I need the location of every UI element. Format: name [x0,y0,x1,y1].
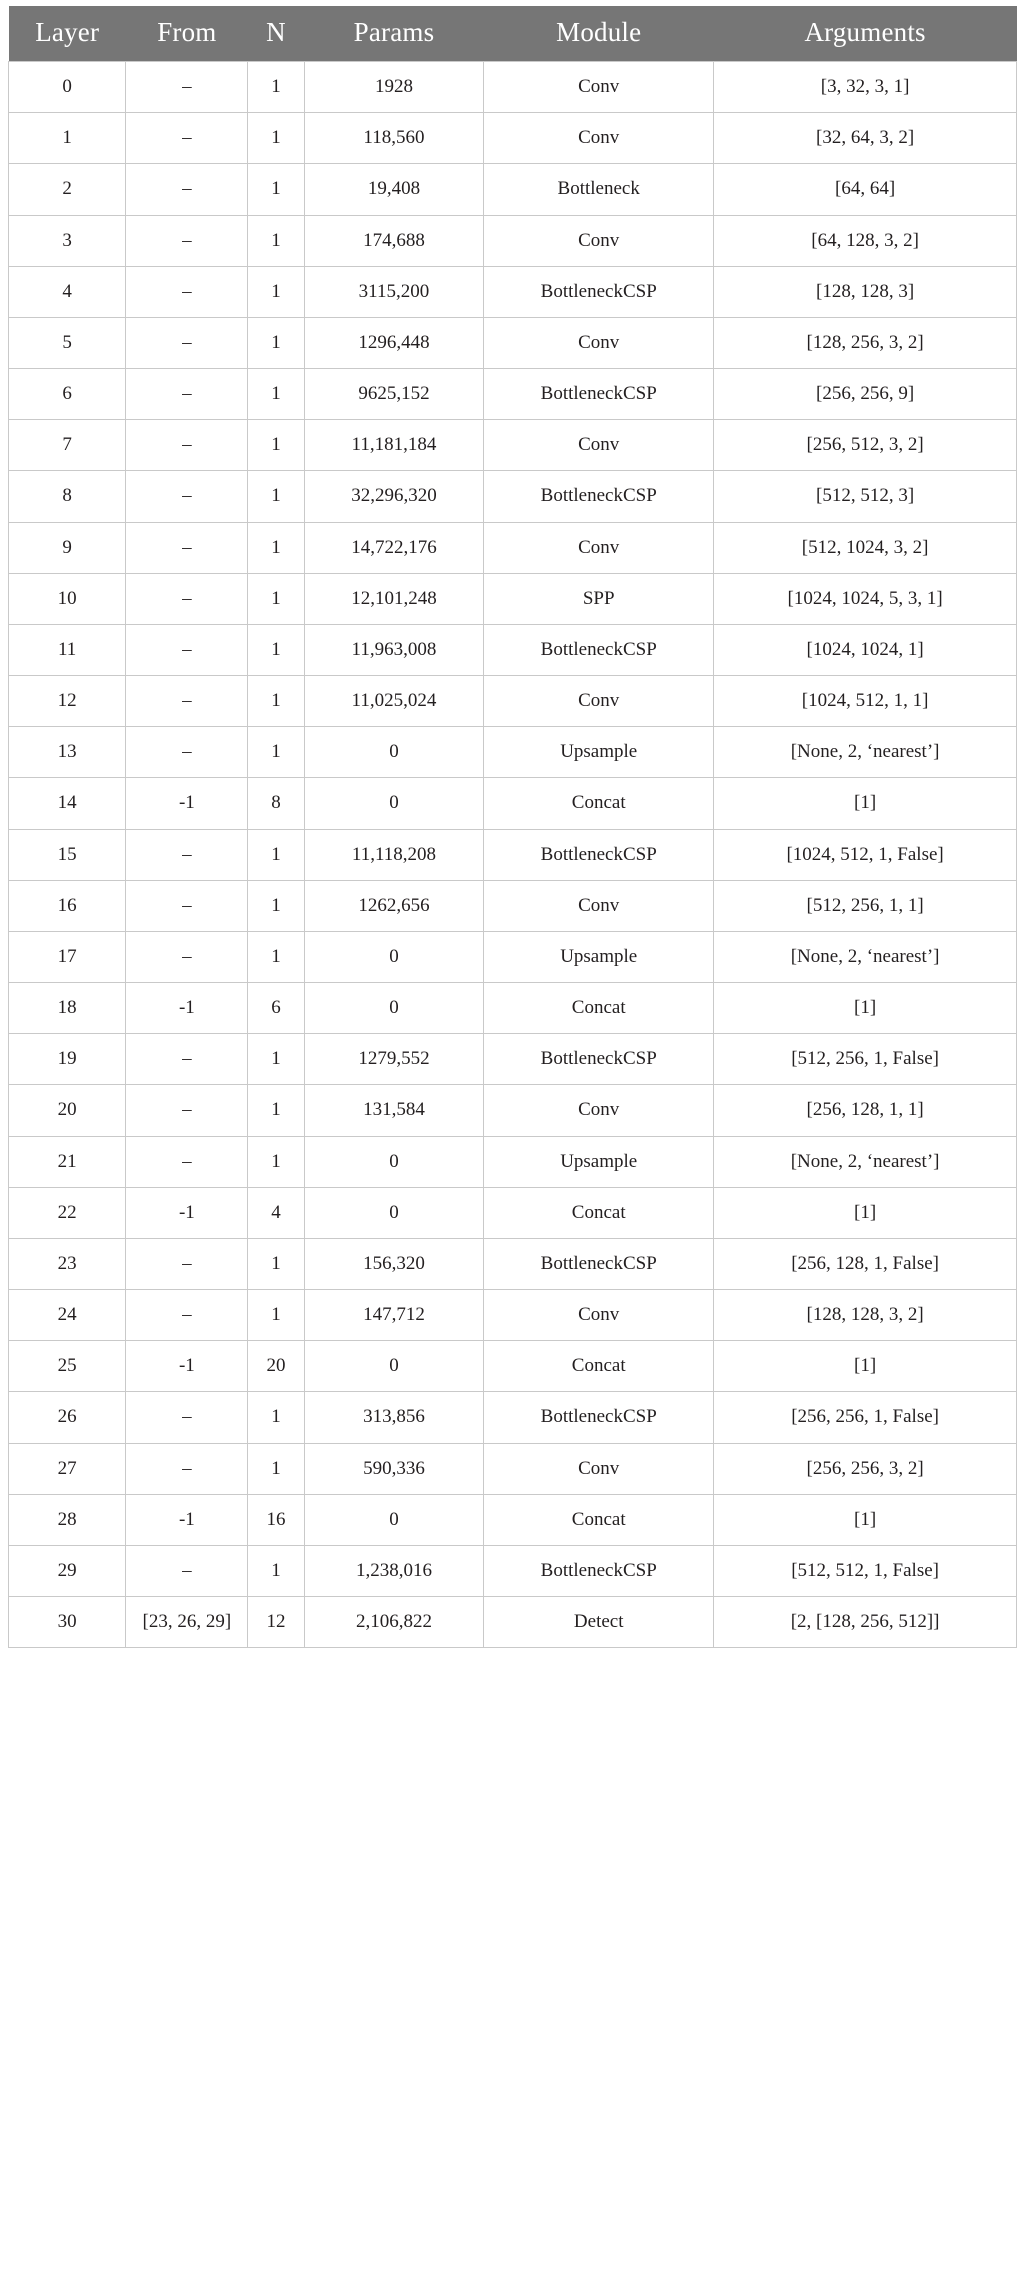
cell-n: 1 [248,1290,304,1341]
cell-arguments: [512, 1024, 3, 2] [714,522,1017,573]
cell-from: – [126,931,248,982]
cell-from: – [126,266,248,317]
table-row [9,624,1017,675]
table-row [9,471,1017,522]
cell-from: – [126,164,248,215]
cell-from: – [126,1290,248,1341]
cell-module: BottleneckCSP [484,1545,714,1596]
cell-n: 1 [248,931,304,982]
cell-layer: 16 [9,880,126,931]
cell-module: BottleneckCSP [484,1238,714,1289]
table-row [9,829,1017,880]
cell-arguments: [256, 512, 3, 2] [714,420,1017,471]
cell-from: – [126,369,248,420]
cell-params: 9625,152 [304,369,484,420]
cell-module: BottleneckCSP [484,369,714,420]
cell-from: – [126,676,248,727]
cell-from: – [126,1136,248,1187]
table-row [9,1341,1017,1392]
cell-params: 32,296,320 [304,471,484,522]
cell-from: – [126,1392,248,1443]
cell-params: 2,106,822 [304,1597,484,1648]
cell-arguments: [1] [714,1341,1017,1392]
cell-module: Conv [484,62,714,113]
cell-from: – [126,573,248,624]
table-row [9,1392,1017,1443]
cell-arguments: [1] [714,1494,1017,1545]
cell-params: 0 [304,1494,484,1545]
cell-layer: 30 [9,1597,126,1648]
cell-from: – [126,829,248,880]
table-row [9,62,1017,113]
cell-params: 3115,200 [304,266,484,317]
cell-from: [23, 26, 29] [126,1597,248,1648]
cell-module: Conv [484,880,714,931]
cell-module: Detect [484,1597,714,1648]
cell-params: 0 [304,778,484,829]
cell-module: Bottleneck [484,164,714,215]
cell-n: 1 [248,573,304,624]
cell-params: 131,584 [304,1085,484,1136]
cell-n: 1 [248,624,304,675]
cell-arguments: [256, 256, 3, 2] [714,1443,1017,1494]
cell-module: Upsample [484,727,714,778]
cell-arguments: [256, 256, 1, False] [714,1392,1017,1443]
cell-layer: 20 [9,1085,126,1136]
cell-arguments: [1] [714,1187,1017,1238]
cell-arguments: [2, [128, 256, 512]] [714,1597,1017,1648]
table-row [9,1545,1017,1596]
cell-n: 12 [248,1597,304,1648]
table-row [9,1238,1017,1289]
table-body [9,62,1017,1648]
cell-params: 11,181,184 [304,420,484,471]
table-header [9,6,1017,62]
cell-n: 20 [248,1341,304,1392]
cell-layer: 12 [9,676,126,727]
cell-module: Concat [484,983,714,1034]
table-row [9,676,1017,727]
cell-n: 1 [248,317,304,368]
cell-module: Conv [484,420,714,471]
cell-layer: 6 [9,369,126,420]
cell-n: 1 [248,1136,304,1187]
cell-module: Conv [484,1443,714,1494]
cell-n: 1 [248,113,304,164]
table-row [9,522,1017,573]
cell-params: 1262,656 [304,880,484,931]
cell-n: 1 [248,1392,304,1443]
cell-n: 1 [248,62,304,113]
cell-from: – [126,62,248,113]
column-header-module: Module [484,6,714,62]
cell-from: – [126,1238,248,1289]
cell-module: BottleneckCSP [484,624,714,675]
cell-from: -1 [126,1341,248,1392]
model-architecture-table [8,6,1017,1648]
cell-from: – [126,215,248,266]
cell-n: 1 [248,369,304,420]
table-row [9,727,1017,778]
cell-params: 0 [304,983,484,1034]
cell-params: 0 [304,931,484,982]
cell-from: – [126,420,248,471]
cell-params: 1296,448 [304,317,484,368]
cell-arguments: [64, 64] [714,164,1017,215]
cell-arguments: [256, 128, 1, False] [714,1238,1017,1289]
column-header-from: From [126,6,248,62]
cell-from: – [126,880,248,931]
cell-arguments: [512, 512, 3] [714,471,1017,522]
cell-layer: 18 [9,983,126,1034]
column-header-n: N [248,6,304,62]
cell-layer: 17 [9,931,126,982]
cell-params: 11,025,024 [304,676,484,727]
cell-arguments: [256, 128, 1, 1] [714,1085,1017,1136]
table-row [9,931,1017,982]
cell-layer: 10 [9,573,126,624]
table-row [9,1085,1017,1136]
cell-module: Upsample [484,1136,714,1187]
cell-layer: 28 [9,1494,126,1545]
cell-from: – [126,727,248,778]
cell-params: 156,320 [304,1238,484,1289]
cell-n: 1 [248,676,304,727]
cell-module: Concat [484,1187,714,1238]
cell-arguments: [1024, 512, 1, 1] [714,676,1017,727]
cell-arguments: [3, 32, 3, 1] [714,62,1017,113]
cell-from: -1 [126,1494,248,1545]
cell-from: – [126,1545,248,1596]
cell-arguments: [32, 64, 3, 2] [714,113,1017,164]
cell-n: 6 [248,983,304,1034]
cell-module: Conv [484,1085,714,1136]
cell-layer: 24 [9,1290,126,1341]
cell-layer: 11 [9,624,126,675]
cell-n: 1 [248,471,304,522]
table-row [9,880,1017,931]
cell-layer: 0 [9,62,126,113]
cell-arguments: [1024, 1024, 1] [714,624,1017,675]
cell-arguments: [None, 2, ‘nearest’] [714,1136,1017,1187]
cell-from: – [126,624,248,675]
cell-module: Conv [484,317,714,368]
cell-module: BottleneckCSP [484,471,714,522]
cell-params: 0 [304,1136,484,1187]
cell-from: – [126,1034,248,1085]
table-row [9,420,1017,471]
table-header-row [9,6,1017,62]
cell-layer: 1 [9,113,126,164]
cell-params: 12,101,248 [304,573,484,624]
cell-n: 1 [248,215,304,266]
cell-module: Conv [484,522,714,573]
cell-from: – [126,317,248,368]
cell-arguments: [256, 256, 9] [714,369,1017,420]
cell-n: 1 [248,1034,304,1085]
column-header-params: Params [304,6,484,62]
cell-module: Concat [484,1341,714,1392]
column-header-layer: Layer [9,6,126,62]
cell-module: Concat [484,778,714,829]
cell-layer: 8 [9,471,126,522]
column-header-arguments: Arguments [714,6,1017,62]
cell-n: 1 [248,1085,304,1136]
cell-n: 1 [248,727,304,778]
cell-params: 174,688 [304,215,484,266]
cell-params: 19,408 [304,164,484,215]
cell-params: 14,722,176 [304,522,484,573]
table-row [9,778,1017,829]
table-row [9,215,1017,266]
table-row [9,164,1017,215]
cell-from: – [126,1085,248,1136]
cell-layer: 19 [9,1034,126,1085]
cell-from: -1 [126,1187,248,1238]
table-row [9,1290,1017,1341]
cell-arguments: [1024, 512, 1, False] [714,829,1017,880]
cell-layer: 27 [9,1443,126,1494]
cell-layer: 23 [9,1238,126,1289]
cell-params: 0 [304,1341,484,1392]
cell-layer: 5 [9,317,126,368]
cell-layer: 22 [9,1187,126,1238]
cell-n: 1 [248,420,304,471]
cell-arguments: [128, 128, 3] [714,266,1017,317]
cell-module: Conv [484,1290,714,1341]
cell-layer: 15 [9,829,126,880]
cell-from: – [126,113,248,164]
cell-params: 1928 [304,62,484,113]
cell-module: BottleneckCSP [484,266,714,317]
cell-from: -1 [126,983,248,1034]
cell-params: 590,336 [304,1443,484,1494]
cell-arguments: [512, 512, 1, False] [714,1545,1017,1596]
cell-module: Conv [484,215,714,266]
cell-arguments: [64, 128, 3, 2] [714,215,1017,266]
cell-from: -1 [126,778,248,829]
cell-params: 11,963,008 [304,624,484,675]
cell-n: 1 [248,1443,304,1494]
cell-layer: 26 [9,1392,126,1443]
table-row [9,1443,1017,1494]
cell-from: – [126,1443,248,1494]
cell-module: Conv [484,676,714,727]
table-row [9,573,1017,624]
cell-module: BottleneckCSP [484,829,714,880]
cell-arguments: [512, 256, 1, False] [714,1034,1017,1085]
cell-arguments: [1] [714,983,1017,1034]
cell-params: 1,238,016 [304,1545,484,1596]
cell-layer: 14 [9,778,126,829]
cell-layer: 4 [9,266,126,317]
cell-module: BottleneckCSP [484,1034,714,1085]
cell-n: 4 [248,1187,304,1238]
cell-from: – [126,471,248,522]
cell-n: 16 [248,1494,304,1545]
table-row [9,983,1017,1034]
cell-n: 1 [248,829,304,880]
cell-n: 1 [248,164,304,215]
cell-n: 1 [248,1545,304,1596]
cell-params: 1279,552 [304,1034,484,1085]
table-row [9,1034,1017,1085]
cell-arguments: [1024, 1024, 5, 3, 1] [714,573,1017,624]
table-row [9,1494,1017,1545]
cell-n: 1 [248,1238,304,1289]
table-row [9,369,1017,420]
cell-arguments: [512, 256, 1, 1] [714,880,1017,931]
cell-layer: 25 [9,1341,126,1392]
table-row [9,1187,1017,1238]
cell-params: 0 [304,1187,484,1238]
cell-arguments: [None, 2, ‘nearest’] [714,931,1017,982]
cell-module: BottleneckCSP [484,1392,714,1443]
cell-module: Concat [484,1494,714,1545]
cell-layer: 13 [9,727,126,778]
cell-arguments: [128, 128, 3, 2] [714,1290,1017,1341]
cell-arguments: [None, 2, ‘nearest’] [714,727,1017,778]
cell-module: Upsample [484,931,714,982]
table-row [9,266,1017,317]
cell-layer: 2 [9,164,126,215]
cell-arguments: [128, 256, 3, 2] [714,317,1017,368]
cell-layer: 7 [9,420,126,471]
cell-layer: 3 [9,215,126,266]
cell-arguments: [1] [714,778,1017,829]
table-row [9,1136,1017,1187]
cell-layer: 9 [9,522,126,573]
cell-params: 147,712 [304,1290,484,1341]
cell-from: – [126,522,248,573]
table-row [9,113,1017,164]
cell-n: 1 [248,880,304,931]
cell-params: 313,856 [304,1392,484,1443]
cell-layer: 21 [9,1136,126,1187]
cell-n: 1 [248,522,304,573]
cell-module: Conv [484,113,714,164]
cell-params: 11,118,208 [304,829,484,880]
cell-n: 8 [248,778,304,829]
cell-params: 118,560 [304,113,484,164]
cell-layer: 29 [9,1545,126,1596]
table-row [9,317,1017,368]
cell-module: SPP [484,573,714,624]
cell-params: 0 [304,727,484,778]
cell-n: 1 [248,266,304,317]
table-row [9,1597,1017,1648]
